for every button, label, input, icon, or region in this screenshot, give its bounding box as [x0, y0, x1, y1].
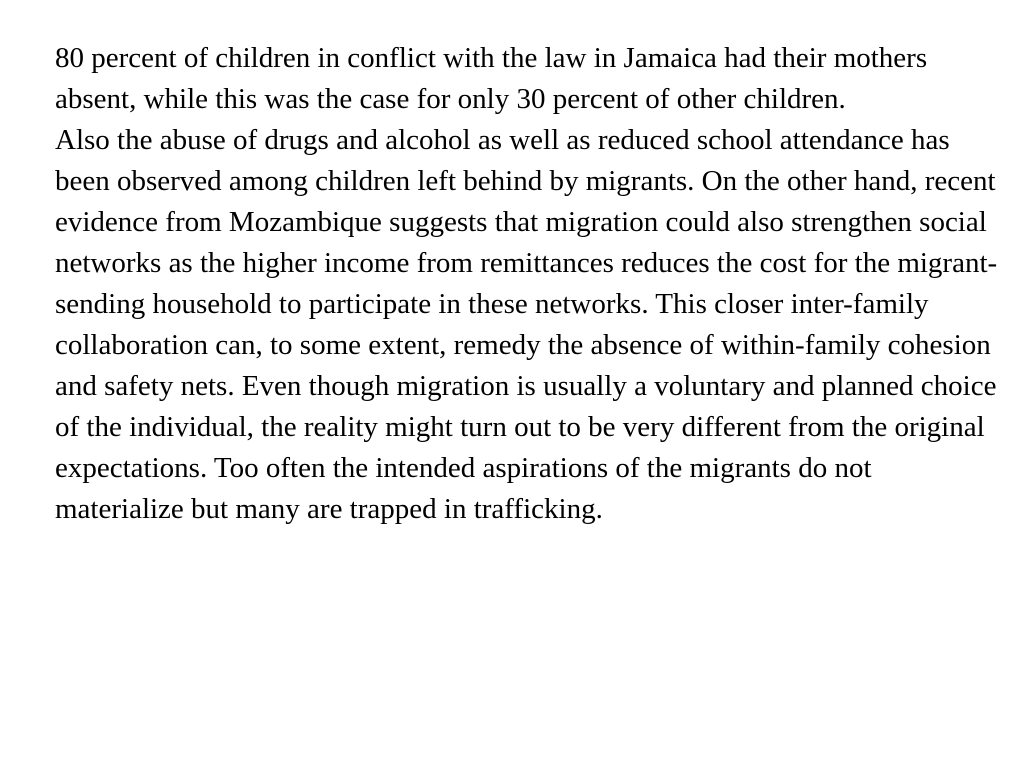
body-text-block	[55, 38, 1000, 530]
paragraph-2: Also the abuse of drugs and alcohol as well as reduced school attendance has been observed among children left behind by migrants. On the other hand, recent evidence from Mozambique suggests that migration could also strengthen social networks as the higher income from remittances reduces the cost for the migrant-sending household to participate in these networks. This closer inter-family collaboration can, to some extent, remedy the absence of within-family cohesion and safety nets. Even though migration is usually a voluntary and planned choice of the individual, the reality might turn out to be very different from the original expectations. Too often the intended aspirations of the migrants do not materialize but many are trapped in trafficking.	[55, 124, 998, 525]
paragraph-1: 80 percent of children in conflict with the law in Jamaica had their mothers absent, while this was the case for only 30 percent of other children.	[55, 42, 928, 115]
